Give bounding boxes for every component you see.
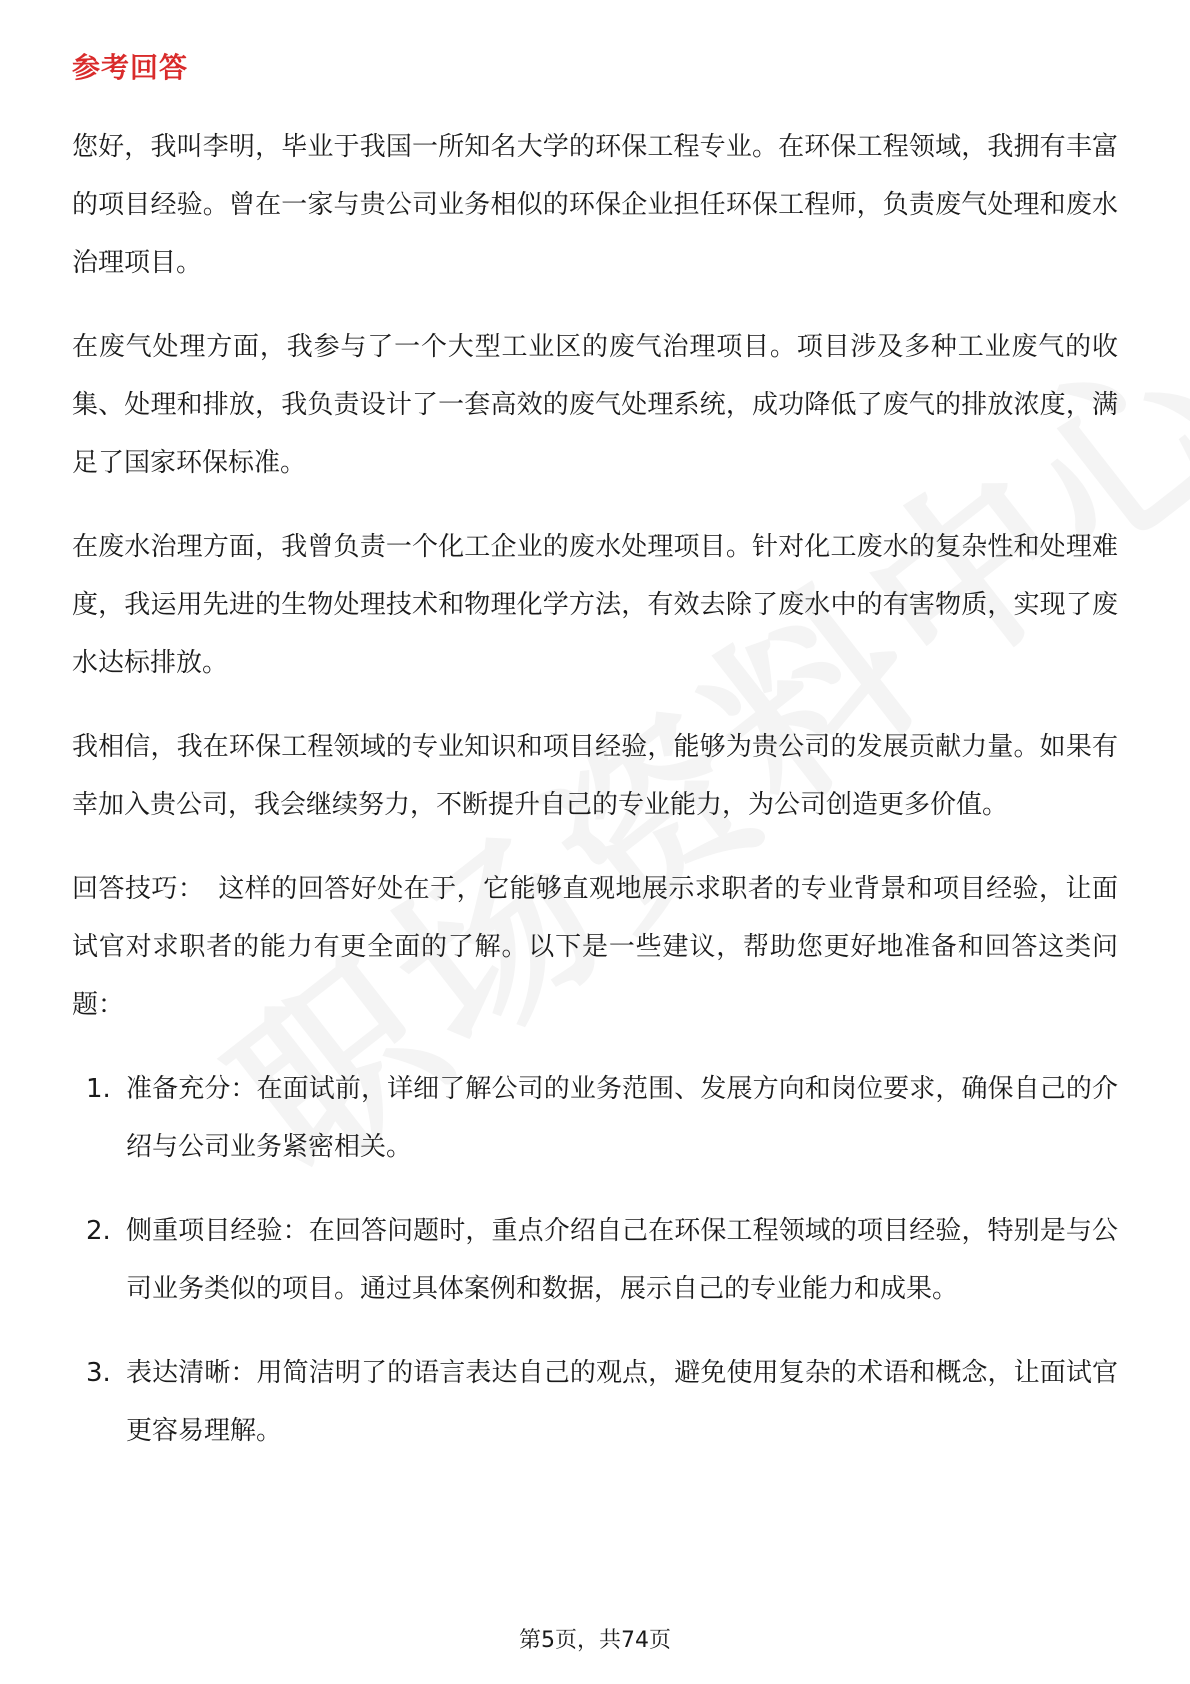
paragraph-closing: 我相信，我在环保工程领域的专业知识和项目经验，能够为贵公司的发展贡献力量。如果有幸加入贵公司，我会继续努力，不断提升自己的专业能力，为公司创造更多价值。: [72, 732, 1118, 820]
list-item-text: 表达清晰：用简洁明了的语言表达自己的观点，避免使用复杂的术语和概念，让面试官更容易理解。: [126, 1358, 1118, 1446]
list-item: [72, 1060, 1118, 1176]
list-item-text: 准备充分：在面试前，详细了解公司的业务范围、发展方向和岗位要求，确保自己的介绍与公司业务紧密相关。: [126, 1074, 1118, 1162]
paragraph-exhaust-gas: 在废气处理方面，我参与了一个大型工业区的废气治理项目。项目涉及多种工业废气的收集、处理和排放，我负责设计了一套高效的废气处理系统，成功降低了废气的排放浓度，满足了国家环保标准。: [72, 332, 1118, 478]
list-item-number: 3.: [86, 1358, 111, 1388]
list-item-text: 侧重项目经验：在回答问题时，重点介绍自己在环保工程领域的项目经验，特别是与公司业务类似的项目。通过具体案例和数据，展示自己的专业能力和成果。: [126, 1216, 1118, 1304]
page-footer: 第5页，共74页: [519, 1628, 671, 1653]
paragraph-wastewater: 在废水治理方面，我曾负责一个化工企业的废水处理项目。针对化工废水的复杂性和处理难度，我运用先进的生物处理技术和物理化学方法，有效去除了废水中的有害物质，实现了废水达标排放。: [72, 532, 1118, 678]
tips-list: [72, 1060, 1118, 1460]
answer-tips-label: 回答技巧：: [72, 874, 205, 904]
list-item: [72, 1202, 1118, 1318]
list-item-number: 2.: [86, 1216, 111, 1246]
answer-tips: [72, 860, 1118, 1034]
list-item-number: 1.: [86, 1074, 111, 1104]
paragraph-intro: 您好，我叫李明，毕业于我国一所知名大学的环保工程专业。在环保工程领域，我拥有丰富的项目经验。曾在一家与贵公司业务相似的环保企业担任环保工程师，负责废气处理和废水治理项目。: [72, 132, 1118, 278]
answer-tips-text: 这样的回答好处在于，它能够直观地展示求职者的专业背景和项目经验，让面试官对求职者的能力有更全面的了解。以下是一些建议，帮助您更好地准备和回答这类问题：: [72, 874, 1118, 1020]
document-page: [72, 48, 1118, 1486]
section-heading: 参考回答: [72, 51, 189, 84]
list-item: [72, 1344, 1118, 1460]
